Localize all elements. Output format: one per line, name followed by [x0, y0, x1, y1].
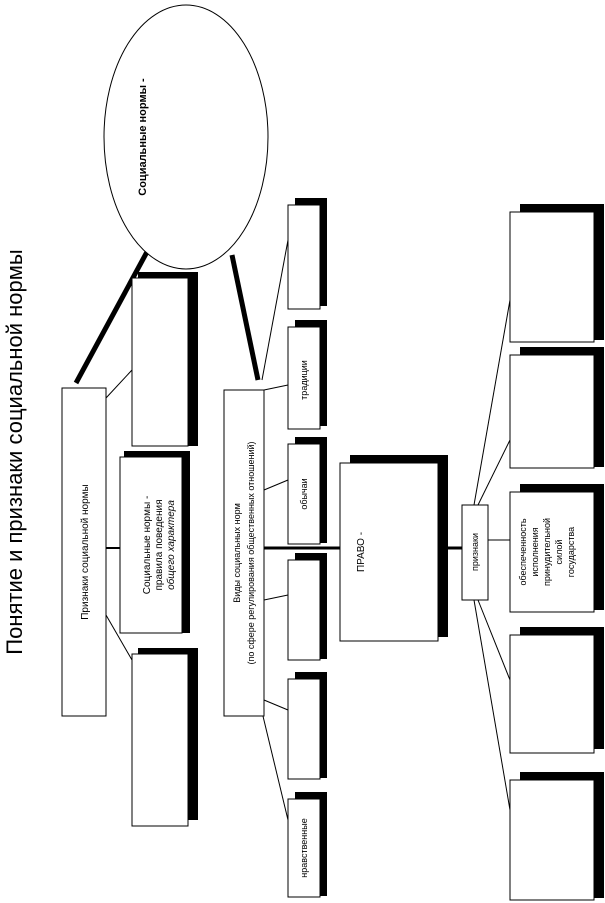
connector-types-to-item1: [262, 240, 288, 380]
connector-features-to-item5: [474, 600, 510, 810]
sign-box-top: [132, 272, 198, 446]
feature-item-1: [510, 204, 604, 342]
type-item-1: [288, 198, 327, 309]
type-item-customs: [288, 437, 327, 544]
svg-text:силой: силой: [554, 539, 564, 565]
definition-line2: правила поведения: [154, 499, 165, 591]
svg-text:исполнения: исполнения: [530, 527, 540, 577]
social-norms-oval-label: Социальные нормы -: [137, 78, 149, 196]
type-item-4: [288, 553, 327, 660]
svg-text:нравственные: нравственные: [299, 818, 309, 878]
svg-text:государства: государства: [566, 526, 576, 578]
connector-types-to-item3: [264, 480, 288, 490]
types-line2: (по сфере регулирования общественных отношений): [246, 441, 256, 665]
svg-text:обычаи: обычаи: [299, 478, 309, 510]
signs-box: [62, 388, 106, 716]
connector-types-to-item6: [262, 712, 288, 820]
svg-text:обеспеченность: обеспеченность: [518, 518, 528, 586]
type-item-5: [288, 672, 327, 779]
definition-line3: общего характера: [166, 500, 177, 590]
law-box-label: ПРАВО -: [356, 531, 367, 573]
feature-item-4: [510, 627, 604, 753]
connector-signs-to-top: [106, 370, 132, 398]
law-box: [340, 455, 448, 641]
types-box: [224, 390, 264, 716]
connector-oval-to-types: [232, 255, 258, 380]
svg-text:принудительной: принудительной: [542, 517, 552, 587]
connector-features-to-item1: [474, 300, 510, 505]
type-item-moral: [288, 792, 327, 897]
sign-box-bottom: [132, 648, 198, 826]
social-norms-oval: [104, 5, 268, 269]
page-title: Понятие и признаки социальной нормы: [2, 249, 27, 655]
features-box: [462, 505, 488, 600]
types-line1: Виды социальных норм: [232, 503, 242, 603]
feature-item-enforcement: [510, 484, 604, 612]
connector-types-to-item5: [264, 700, 288, 710]
signs-box-label: Признаки социальной нормы: [80, 484, 91, 620]
connector-types-to-item2: [264, 385, 288, 390]
connector-features-to-item2: [478, 440, 510, 505]
type-item-traditions: [288, 320, 327, 429]
features-box-label: признаки: [470, 533, 480, 571]
feature-item-2: [510, 347, 604, 468]
definition-box: [120, 451, 190, 633]
connector-features-to-item4: [478, 600, 510, 680]
definition-line1: Социальные нормы -: [142, 495, 153, 595]
svg-text:традиции: традиции: [299, 360, 309, 400]
connector-types-to-item4: [264, 595, 288, 600]
feature-item-5: [510, 772, 604, 900]
